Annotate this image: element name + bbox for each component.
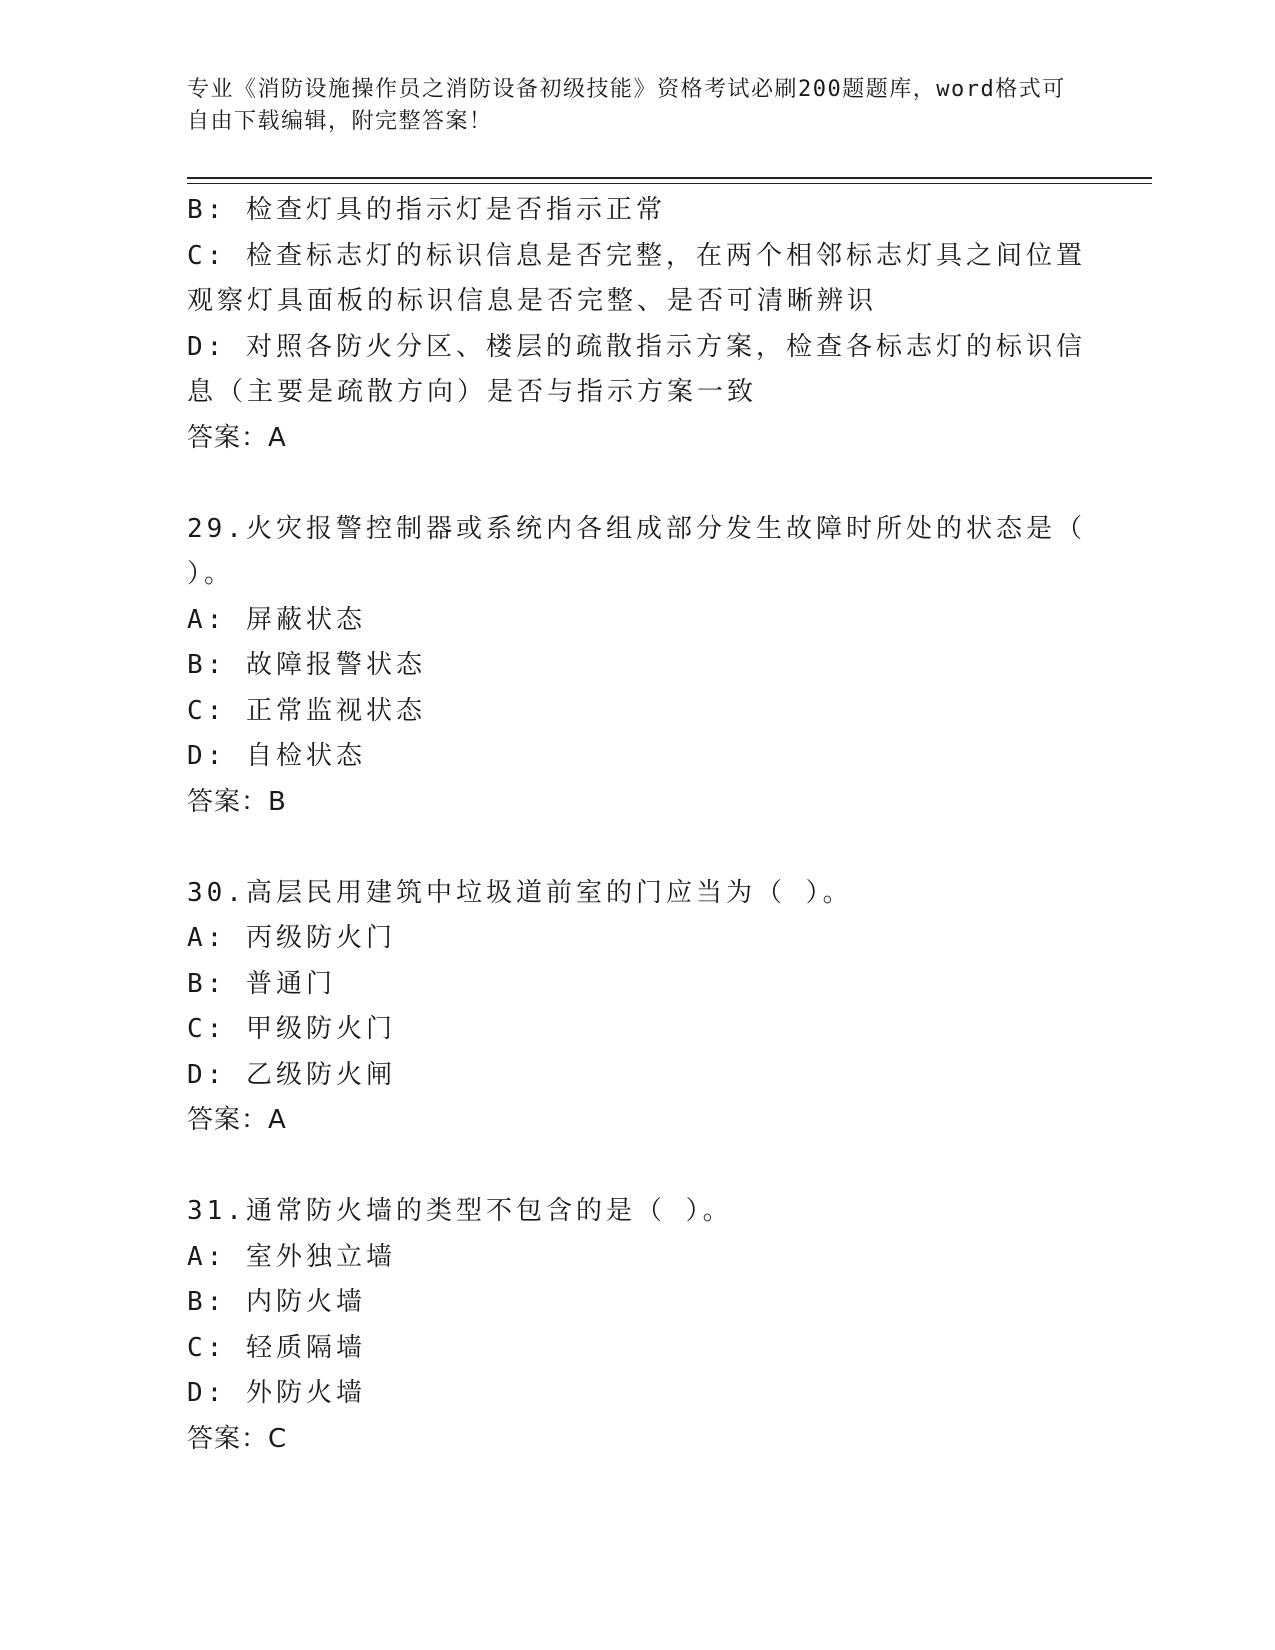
- question-31: [187, 1189, 1087, 1462]
- header-divider-thick: [187, 177, 1152, 179]
- answer: 答案：C: [187, 1423, 288, 1454]
- option-d: D: 自检状态: [187, 741, 366, 771]
- option-d: D: 乙级防火闸: [187, 1059, 396, 1090]
- question-stem: 30.高层民用建筑中垃圾道前室的门应当为（ ）。: [187, 877, 853, 908]
- header-divider-thin: [187, 183, 1152, 184]
- option-d: D: 对照各防火分区、楼层的疏散指示方案，检查各标志灯的标识信息（主要是疏散方向）是否与指示方案一致: [187, 331, 1086, 407]
- option-d: D: 外防火墙: [187, 1378, 366, 1408]
- document-header: 专业《消防设施操作员之消防设备初级技能》资格考试必刷200题题库，word格式可自由下载编辑，附完整答案！: [187, 77, 1066, 134]
- question-30: [187, 871, 1087, 1144]
- option-c: C: 轻质隔墙: [187, 1332, 366, 1363]
- answer: 答案：B: [187, 786, 287, 817]
- question-29: [187, 507, 1087, 826]
- question-list: [187, 188, 1087, 1462]
- option-a: A: 屏蔽状态: [187, 604, 366, 635]
- option-b: B: 故障报警状态: [187, 650, 426, 680]
- option-a: A: 丙级防火门: [187, 923, 396, 953]
- option-b: B: 普通门: [187, 968, 336, 999]
- option-b: B: 检查灯具的指示灯是否指示正常: [187, 195, 666, 225]
- answer: 答案：A: [187, 1105, 287, 1135]
- answer: 答案：A: [187, 422, 287, 453]
- question-stem: 31.通常防火墙的类型不包含的是（ ）。: [187, 1196, 733, 1226]
- option-c: C: 检查标志灯的标识信息是否完整，在两个相邻标志灯具之间位置观察灯具面板的标识信息是否完整、是否可清晰辨识: [187, 240, 1086, 316]
- option-c: C: 甲级防火门: [187, 1014, 396, 1044]
- option-c: C: 正常监视状态: [187, 695, 426, 726]
- question-28-continued: [187, 188, 1087, 461]
- option-b: B: 内防火墙: [187, 1287, 366, 1317]
- question-stem: 29.火灾报警控制器或系统内各组成部分发生故障时所处的状态是（ ）。: [187, 513, 1086, 589]
- option-a: A: 室外独立墙: [187, 1241, 396, 1272]
